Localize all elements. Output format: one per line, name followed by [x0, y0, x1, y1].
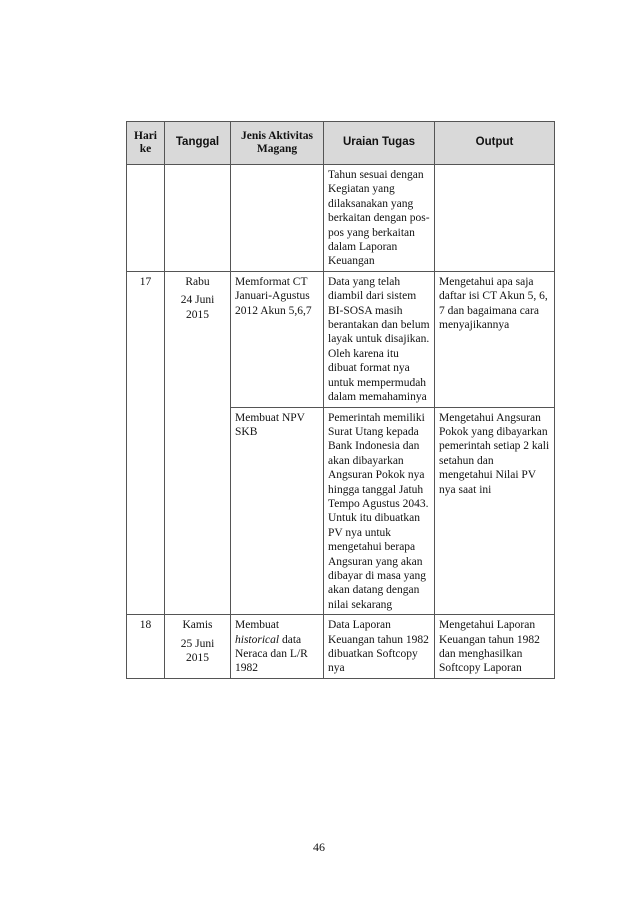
internship-activity-table [126, 121, 555, 679]
cell-output-18: Mengetahui Laporan Keuangan tahun 1982 dan menghasilkan Softcopy Laporan [435, 615, 555, 679]
jenis-18-suffix: data Neraca dan L/R 1982 [235, 633, 308, 675]
cell-output-empty [435, 165, 555, 272]
cell-jenis-17-a: Memformat CT Januari-Agustus 2012 Akun 5,6,7 [231, 271, 324, 407]
cell-jenis-18 [231, 615, 324, 679]
page-number: 46 [313, 840, 325, 854]
day-name-17: Rabu [185, 275, 210, 288]
jenis-18-prefix: Membuat [235, 619, 280, 632]
header-uraian-tugas: Uraian Tugas [324, 122, 435, 165]
cell-hari-18: 18 [127, 615, 165, 679]
cell-hari-17: 17 [127, 271, 165, 614]
header-hari-ke: Hari ke [127, 122, 165, 165]
table-row-day-18 [127, 615, 555, 679]
header-output: Output [435, 122, 555, 165]
cell-tanggal-empty [165, 165, 231, 272]
day-name-18: Kamis [182, 619, 213, 632]
cell-tanggal-18 [165, 615, 231, 679]
cell-uraian-17-b: Pemerintah memiliki Surat Utang kepada Bank Indonesia dan akan dibayarkan Angsuran Pokok nya hingga tanggal Jatuh Tempo Agustus 2043. Untuk itu dibuatkan PV nya untuk mengetahui berapa Angsuran yang akan dibayar di masa yang akan datang dengan nilai sekarang [324, 407, 435, 615]
header-tanggal: Tanggal [165, 122, 231, 165]
table-row-day-17-a [127, 271, 555, 407]
cell-tanggal-17 [165, 271, 231, 614]
cell-output-17-b: Mengetahui Angsuran Pokok yang dibayarkan pemerintah setiap 2 kali setahun dan mengetahui Nilai PV nya saat ini [435, 407, 555, 615]
cell-hari-empty [127, 165, 165, 272]
jenis-18-italic: historical [235, 633, 280, 646]
cell-jenis-empty [231, 165, 324, 272]
cell-uraian-18: Data Laporan Keuangan tahun 1982 dibuatkan Softcopy nya [324, 615, 435, 679]
cell-jenis-17-b: Membuat NPV SKB [231, 407, 324, 615]
date-18: 25 Juni 2015 [180, 637, 215, 664]
cell-output-17-a: Mengetahui apa saja daftar isi CT Akun 5, 6, 7 dan bagaimana cara menyajikannya [435, 271, 555, 407]
cell-uraian-continued: Tahun sesuai dengan Kegiatan yang dilaksanakan yang berkaitan dengan pos-pos yang berkaitan dalam Laporan Keuangan [324, 165, 435, 272]
header-jenis-aktivitas: Jenis Aktivitas Magang [231, 122, 324, 165]
table-header-row [127, 122, 555, 165]
date-17: 24 Juni 2015 [180, 294, 215, 321]
table-row-continued [127, 165, 555, 272]
cell-uraian-17-a: Data yang telah diambil dari sistem BI-SOSA masih berantakan dan belum layak untuk disajikan. Oleh karena itu dibuat format nya untuk mempermudah dalam memahaminya [324, 271, 435, 407]
